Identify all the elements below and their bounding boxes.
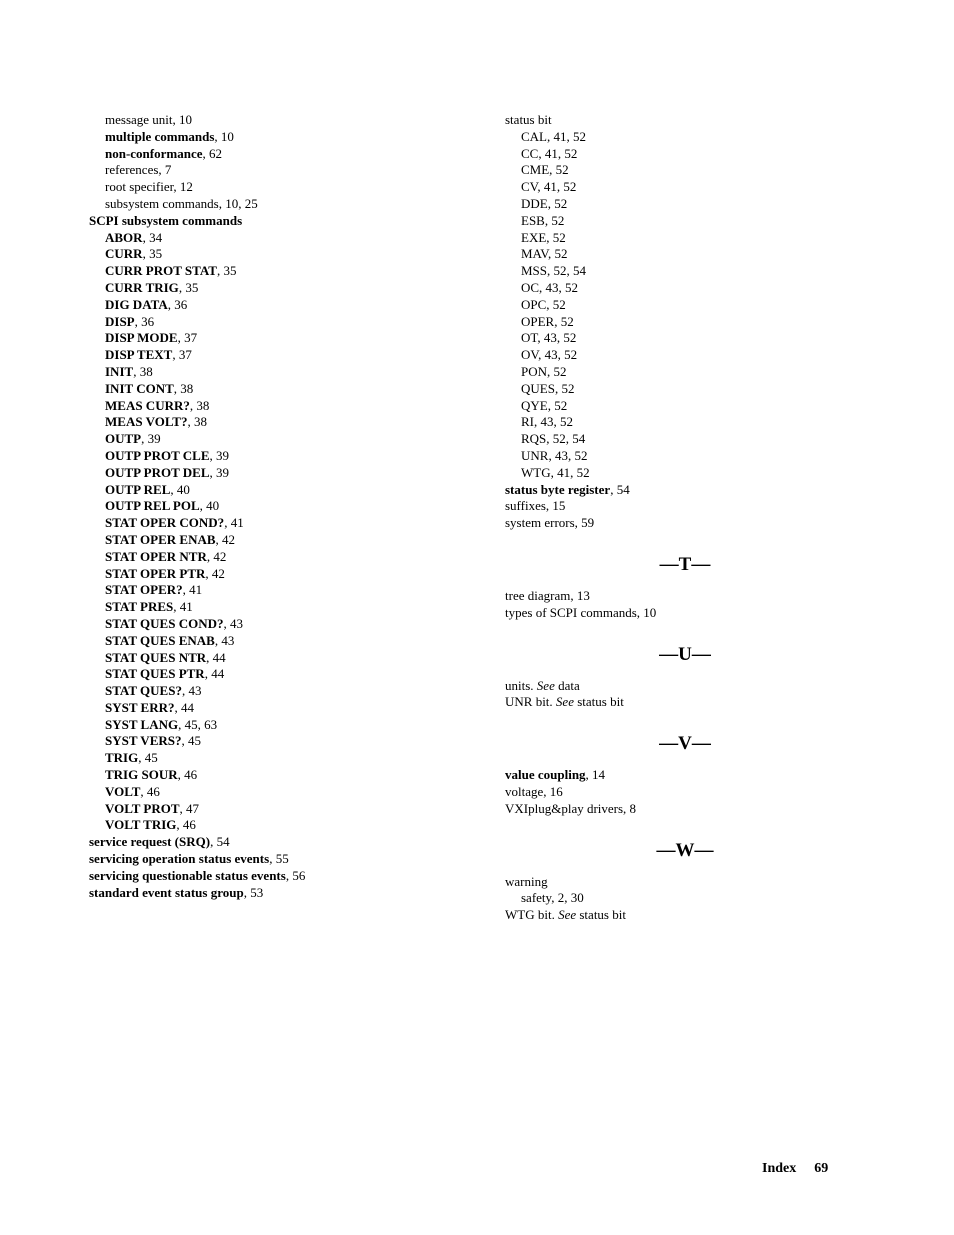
index-term-text: , 38 — [187, 414, 207, 430]
index-entry — [505, 112, 905, 129]
index-subentry — [89, 784, 479, 801]
index-term-bold: OUTP REL — [105, 481, 171, 497]
index-term-bold: non-conformance — [105, 145, 203, 161]
index-term-text: OPER, 52 — [521, 313, 574, 329]
index-term-text: , 62 — [202, 145, 222, 161]
index-see-reference: See — [555, 694, 574, 710]
index-subentry — [89, 717, 479, 734]
index-subentry — [89, 398, 479, 415]
index-term-bold: OUTP PROT DEL — [105, 464, 210, 480]
index-see-target: status bit — [576, 907, 626, 923]
index-left-column — [89, 112, 479, 901]
index-term-bold: servicing operation status events — [89, 851, 270, 867]
index-see-reference: See — [558, 907, 577, 923]
index-subentry — [89, 498, 479, 515]
index-term-text: , 56 — [285, 867, 306, 883]
index-term-bold: STAT OPER COND? — [105, 515, 225, 531]
index-entry — [89, 851, 479, 868]
index-subentry — [89, 515, 479, 532]
index-term-bold: STAT OPER NTR — [105, 548, 207, 564]
index-term-text: , 36 — [167, 296, 188, 312]
index-subentry — [89, 414, 479, 431]
index-term-bold: STAT OPER? — [105, 582, 183, 598]
index-term-text: WTG bit. — [505, 907, 559, 923]
index-term-text: , 42 — [205, 565, 225, 581]
index-term-bold: SYST LANG — [105, 716, 179, 732]
index-entry — [505, 678, 905, 695]
index-subentry — [89, 633, 479, 650]
index-see-target: status bit — [573, 694, 624, 710]
index-term-bold: CURR PROT STAT — [105, 263, 217, 279]
index-entry — [505, 588, 905, 605]
index-term-text: ESB, 52 — [521, 212, 565, 228]
index-subentry — [89, 179, 479, 196]
index-subentry — [89, 162, 479, 179]
index-term-bold: VOLT PROT — [105, 800, 180, 816]
index-term-text: , 14 — [585, 767, 606, 783]
index-term-text: root specifier, 12 — [105, 179, 193, 195]
index-subentry — [505, 398, 905, 415]
index-entry — [505, 874, 905, 891]
index-entry — [505, 784, 905, 801]
index-term-bold: STAT QUES PTR — [105, 666, 205, 682]
index-term-text: , 46 — [176, 817, 196, 833]
index-subentry — [89, 297, 479, 314]
index-subentry — [505, 431, 905, 448]
index-subentry — [505, 414, 905, 431]
index-subentry — [89, 599, 479, 616]
index-term-text: , 37 — [172, 347, 192, 363]
index-subentry — [89, 582, 479, 599]
index-term-text: , 37 — [177, 330, 198, 346]
index-term-bold: STAT QUES COND? — [105, 615, 224, 631]
index-subentry — [89, 448, 479, 465]
index-subentry — [89, 347, 479, 364]
index-term-text: , 44 — [204, 666, 225, 682]
index-term-bold: OUTP REL POL — [105, 498, 200, 514]
index-term-text: , 54 — [610, 481, 630, 497]
index-term-text: , 41 — [224, 515, 244, 531]
index-term-text: warning — [505, 873, 548, 889]
index-subentry — [505, 381, 905, 398]
index-term-text: status bit — [505, 112, 552, 127]
index-term-bold: standard event status group — [89, 884, 244, 900]
index-term-bold: DISP TEXT — [105, 347, 173, 363]
index-subentry — [89, 465, 479, 482]
index-subentry — [89, 801, 479, 818]
index-term-text: , 54 — [210, 834, 230, 850]
index-term-text: , 41 — [182, 582, 203, 598]
index-term-bold: STAT QUES ENAB — [105, 632, 215, 648]
index-term-bold: STAT QUES NTR — [105, 649, 207, 665]
index-term-bold: service request (SRQ) — [89, 834, 211, 850]
index-term-text: references, 7 — [105, 162, 172, 178]
index-term-text: , 35 — [178, 279, 199, 295]
index-subentry — [89, 616, 479, 633]
index-term-bold: MEAS CURR? — [105, 397, 190, 413]
index-term-text: MAV, 52 — [521, 246, 568, 262]
footer-page-number: 69 — [814, 1161, 829, 1176]
index-term-bold: OUTP PROT CLE — [105, 447, 210, 463]
index-term-text: , 10 — [214, 128, 234, 144]
index-term-text: CME, 52 — [521, 162, 569, 178]
index-subentry — [505, 230, 905, 247]
index-subentry — [89, 146, 479, 163]
index-term-text: DDE, 52 — [521, 195, 568, 211]
index-term-text: , 46 — [140, 783, 160, 799]
index-entry — [505, 767, 905, 784]
index-term-text: voltage, 16 — [505, 783, 563, 799]
index-term-text: , 44 — [206, 649, 226, 665]
index-subentry — [89, 650, 479, 667]
index-entry — [89, 868, 479, 885]
index-entry — [505, 515, 905, 532]
index-subentry — [89, 482, 479, 499]
index-subentry — [89, 700, 479, 717]
index-entry — [89, 834, 479, 851]
index-term-bold: value coupling — [505, 767, 586, 783]
index-term-text: CV, 41, 52 — [521, 179, 577, 195]
index-subentry — [505, 263, 905, 280]
index-term-bold: multiple commands — [105, 128, 215, 144]
index-subentry — [505, 890, 905, 907]
index-term-bold: CURR — [105, 246, 143, 262]
index-term-text: , 55 — [269, 851, 289, 867]
index-term-text: subsystem commands, 10, 25 — [105, 195, 258, 211]
index-right-column — [505, 112, 905, 924]
index-subentry — [505, 347, 905, 364]
index-term-text: QYE, 52 — [521, 397, 568, 413]
index-subentry — [505, 129, 905, 146]
index-subentry — [89, 683, 479, 700]
index-term-text: CC, 41, 52 — [521, 145, 578, 161]
index-subentry — [89, 431, 479, 448]
index-subentry — [89, 280, 479, 297]
index-term-text: , 43 — [181, 683, 202, 699]
index-see-target: data — [554, 677, 580, 693]
index-subentry — [89, 532, 479, 549]
index-entry — [89, 885, 479, 902]
index-entry — [505, 605, 905, 622]
index-term-bold: TRIG — [105, 750, 139, 766]
index-subentry — [505, 162, 905, 179]
index-term-text: , 39 — [209, 464, 230, 480]
index-letter-heading: —W— — [656, 839, 714, 861]
index-term-text: , 46 — [177, 767, 198, 783]
index-term-text: , 45 — [138, 750, 158, 766]
index-term-bold: status byte register — [505, 481, 611, 497]
index-term-bold: ABOR — [105, 229, 143, 245]
index-term-text: , 53 — [243, 884, 264, 900]
index-subentry — [505, 280, 905, 297]
index-subentry — [89, 330, 479, 347]
index-term-text: EXE, 52 — [521, 229, 566, 245]
index-term-text: , 35 — [142, 246, 163, 262]
index-term-text: RQS, 52, 54 — [521, 431, 586, 447]
index-term-text: , 36 — [134, 313, 155, 329]
index-subentry — [89, 566, 479, 583]
index-term-text: UNR bit. — [505, 694, 556, 710]
index-see-reference: See — [536, 677, 555, 693]
index-term-bold: OUTP — [105, 431, 142, 447]
index-term-text: , 42 — [206, 548, 227, 564]
index-term-text: system errors, 59 — [505, 515, 595, 531]
index-term-text: units. — [505, 677, 537, 693]
index-term-text: , 45, 63 — [178, 716, 218, 732]
index-term-text: , 41 — [173, 599, 193, 615]
index-term-bold: SYST VERS? — [105, 733, 182, 749]
index-subentry — [89, 817, 479, 834]
index-term-bold: TRIG SOUR — [105, 767, 178, 783]
index-term-bold: STAT QUES? — [105, 683, 182, 699]
index-term-text: UNR, 43, 52 — [521, 447, 588, 463]
index-letter-heading: —V— — [659, 733, 711, 755]
index-term-text: OPC, 52 — [521, 296, 566, 312]
index-term-text: OV, 43, 52 — [521, 347, 578, 363]
index-term-text: , 39 — [209, 447, 230, 463]
index-subentry — [505, 314, 905, 331]
index-entry — [505, 801, 905, 818]
index-subentry — [505, 179, 905, 196]
index-term-text: , 40 — [199, 498, 220, 514]
page-footer — [762, 1161, 828, 1177]
index-term-text: OC, 43, 52 — [521, 279, 579, 295]
index-term-text: , 47 — [179, 800, 200, 816]
index-term-bold: servicing questionable status events — [89, 867, 286, 883]
index-subentry — [89, 750, 479, 767]
index-term-bold: SCPI subsystem commands — [89, 212, 243, 228]
index-term-bold: STAT PRES — [105, 599, 174, 615]
index-subentry — [505, 465, 905, 482]
index-subentry — [89, 767, 479, 784]
index-term-bold: DISP MODE — [105, 330, 178, 346]
index-subentry — [89, 196, 479, 213]
index-subentry — [505, 364, 905, 381]
index-entry — [505, 498, 905, 515]
index-term-text: , 43 — [214, 632, 235, 648]
index-entry — [505, 482, 905, 499]
index-term-text: , 35 — [216, 263, 237, 279]
index-term-bold: INIT CONT — [105, 380, 174, 396]
index-term-bold: DIG DATA — [105, 296, 168, 312]
index-subentry — [89, 246, 479, 263]
index-term-bold: STAT OPER PTR — [105, 565, 206, 581]
index-term-text: tree diagram, 13 — [505, 587, 590, 603]
index-subentry — [89, 112, 479, 129]
index-term-text: , 34 — [142, 229, 163, 245]
index-term-text: safety, 2, 30 — [521, 890, 584, 906]
index-term-bold: INIT — [105, 363, 134, 379]
index-term-text: , 38 — [133, 363, 153, 379]
index-entry — [505, 694, 905, 711]
index-entry — [505, 907, 905, 924]
index-subentry — [89, 364, 479, 381]
index-term-bold: STAT OPER ENAB — [105, 531, 216, 547]
index-subentry — [89, 549, 479, 566]
index-subentry — [505, 330, 905, 347]
index-subentry — [89, 314, 479, 331]
index-term-text: message unit, 10 — [105, 112, 193, 127]
index-subentry — [89, 733, 479, 750]
index-term-text: , 40 — [170, 481, 190, 497]
index-subentry — [89, 666, 479, 683]
index-term-bold: MEAS VOLT? — [105, 414, 188, 430]
index-subentry — [505, 213, 905, 230]
index-term-text: , 44 — [174, 699, 194, 715]
index-term-text: PON, 52 — [521, 363, 567, 379]
index-letter-heading: —T— — [659, 553, 711, 575]
index-subentry — [89, 230, 479, 247]
index-term-text: types of SCPI commands, 10 — [505, 604, 657, 620]
index-subentry — [505, 196, 905, 213]
index-subentry — [505, 448, 905, 465]
index-term-text: MSS, 52, 54 — [521, 263, 587, 279]
index-letter-heading: —U— — [659, 643, 711, 665]
footer-section-label: Index — [762, 1161, 797, 1176]
index-term-bold: SYST ERR? — [105, 699, 175, 715]
index-subentry — [89, 381, 479, 398]
index-term-bold: VOLT — [105, 783, 141, 799]
index-term-text: , 39 — [141, 431, 161, 447]
index-term-text: , 38 — [189, 397, 210, 413]
index-subentry — [505, 146, 905, 163]
index-term-text: QUES, 52 — [521, 380, 575, 396]
index-term-text: VXIplug&play drivers, 8 — [505, 800, 637, 816]
index-term-text: CAL, 41, 52 — [521, 128, 586, 144]
index-term-text: , 38 — [173, 380, 194, 396]
index-entry — [89, 213, 479, 230]
index-term-bold: DISP — [105, 313, 135, 329]
index-term-text: suffixes, 15 — [505, 498, 566, 514]
index-term-text: OT, 43, 52 — [521, 330, 577, 346]
index-subentry — [89, 263, 479, 280]
index-subentry — [505, 246, 905, 263]
index-subentry — [505, 297, 905, 314]
index-subentry — [89, 129, 479, 146]
index-term-bold: VOLT TRIG — [105, 817, 177, 833]
index-term-text: , 42 — [215, 531, 236, 547]
index-term-text: , 45 — [181, 733, 201, 749]
index-term-text: RI, 43, 52 — [521, 414, 573, 430]
index-term-bold: CURR TRIG — [105, 279, 179, 295]
index-term-text: , 43 — [223, 615, 243, 631]
index-term-text: WTG, 41, 52 — [521, 464, 590, 480]
